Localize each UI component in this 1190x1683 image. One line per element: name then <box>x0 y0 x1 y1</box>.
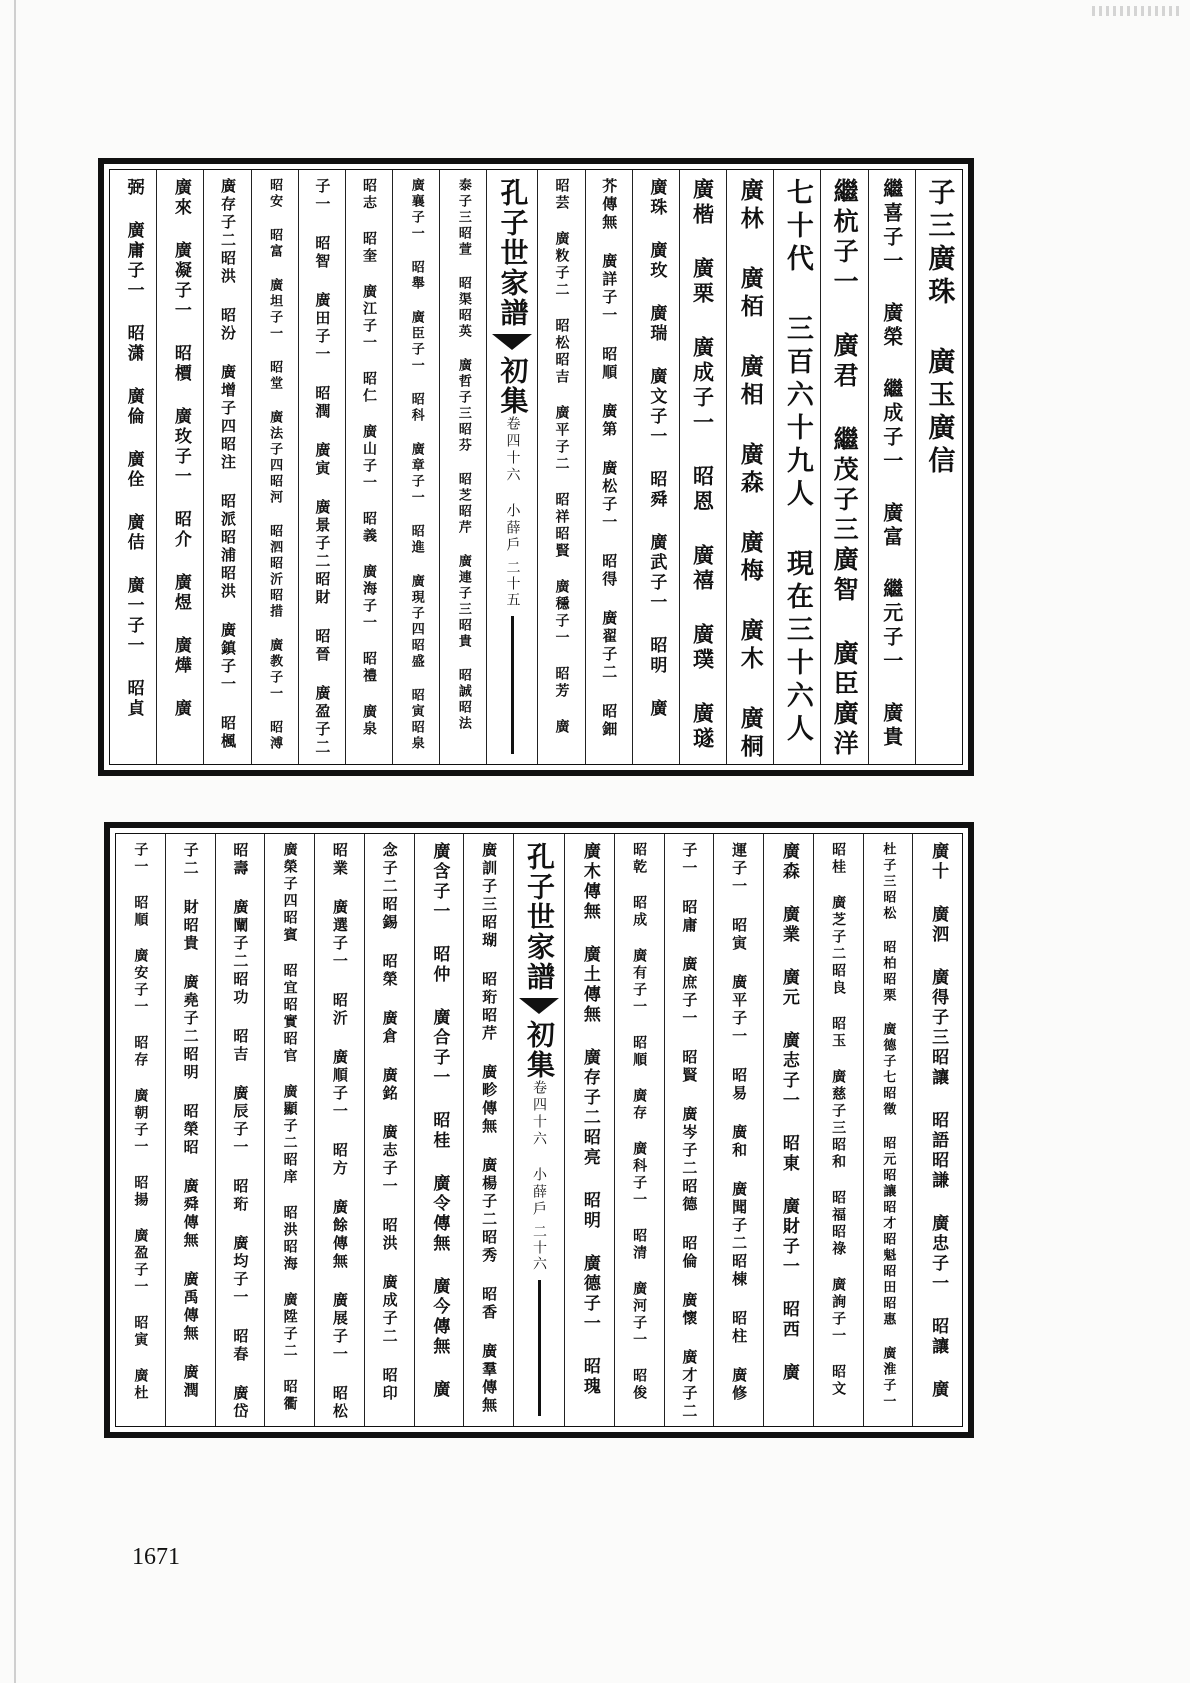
genealogy-column <box>165 834 215 1426</box>
fishtail-mark <box>492 334 532 350</box>
genealogy-column <box>251 170 298 764</box>
collection-label: 初集 <box>496 356 530 416</box>
column-text: 泰子三昭萱 昭渠昭英 廣哲子三昭芬 昭芝昭芹 廣連子三昭貴 昭誠昭法 <box>455 178 471 732</box>
column-text: 廣來 廣凝子一 昭檟 廣玫子一 昭介 廣煜 廣燁 廣 <box>170 178 191 719</box>
column-text: 昭桂 廣芝子二昭良 昭玉 廣慈子三昭和 昭福昭祿 廣詢子一 昭文 <box>830 842 847 1398</box>
header-column <box>486 170 537 764</box>
genealogy-column <box>345 170 392 764</box>
genealogy-column <box>713 834 763 1426</box>
genealogy-column <box>912 834 962 1426</box>
genealogy-column <box>773 170 820 764</box>
collection-label: 初集 <box>523 1020 556 1080</box>
column-text: 子一 昭庸 廣庶子一 昭賢 廣岑子二昭德 昭倫 廣懷 廣才子二 <box>680 842 699 1421</box>
column-text: 廣存子二昭洪 昭汾 廣增子四昭注 昭派昭浦昭洪 廣鎮子一 昭楓 <box>219 178 237 751</box>
column-text: 芥傳無 廣詳子一 昭順 廣第 廣松子一 昭得 廣翟子二 昭鈿 <box>600 178 619 739</box>
column-text: 七十代 三百六十九人 現在三十六人 <box>781 178 813 747</box>
column-text: 繼喜子一 廣榮 繼成子一 廣富 繼元子一 廣貴 <box>879 178 904 750</box>
genealogy-column <box>863 834 913 1426</box>
fishtail-bar <box>511 616 514 754</box>
genealogy-column <box>392 170 439 764</box>
column-text: 弼 廣庸子一 昭潇 廣倫 廣佺 廣佶 廣一子一 昭貞 <box>123 178 144 719</box>
genealogy-column <box>116 834 165 1426</box>
genealogy-column <box>820 170 867 764</box>
genealogy-column <box>537 170 584 764</box>
genealogy-column <box>632 170 679 764</box>
genealogy-column <box>215 834 265 1426</box>
genealogy-column <box>679 170 726 764</box>
column-text: 廣林 廣栢 廣相 廣森 廣梅 廣木 廣桐 <box>736 178 764 762</box>
fishtail-mark <box>519 998 559 1014</box>
top-genealogy-panel <box>98 158 974 776</box>
genealogy-column <box>203 170 250 764</box>
genealogy-column <box>314 834 364 1426</box>
header-column <box>513 834 564 1426</box>
genealogy-column <box>110 170 156 764</box>
volume-label: 卷四十六 小薛戶 <box>531 1080 547 1218</box>
top-panel-columns <box>109 169 963 765</box>
column-text: 昭乾 昭成 廣有子一 昭順 廣存 廣科子一 昭清 廣河子一 昭俊 <box>631 842 648 1402</box>
leaf-number: 二十六 <box>531 1224 547 1272</box>
column-text: 繼杭子一 廣君 繼茂子三廣智 廣臣廣洋 <box>830 178 860 760</box>
genealogy-column <box>564 834 614 1426</box>
column-text: 昭志 昭奎 廣江子一 昭仁 廣山子一 昭義 廣海子一 昭禮 廣泉 <box>361 178 378 738</box>
column-text: 廣襄子一 昭舉 廣臣子一 昭科 廣章子一 昭進 廣現子四昭盛 昭寅昭泉 <box>408 178 424 752</box>
genealogy-column <box>439 170 486 764</box>
column-text: 子一 昭順 廣安子一 昭存 廣朝子一 昭揚 廣盈子一 昭寅 廣杜 <box>132 842 149 1402</box>
page-number: 1671 <box>132 1544 180 1570</box>
column-text: 子二 財昭貴 廣堯子二昭明 昭榮昭 廣舜傳無 廣禹傳無 廣潤 <box>181 842 200 1400</box>
genealogy-column <box>364 834 414 1426</box>
genealogy-column <box>414 834 464 1426</box>
scan-edge-line <box>14 0 16 1683</box>
column-text: 廣木傳無 廣土傳無 廣存子二昭亮 昭明 廣德子一 昭瑰 <box>579 842 600 1397</box>
column-text: 昭芸 廣敉子二 昭松昭吉 廣平子二 昭祥昭賢 廣穩子一 昭芳 廣 <box>553 178 570 736</box>
book-title: 孔子世家譜 <box>496 178 530 328</box>
column-text: 運子一 昭寅 廣平子一 昭易 廣和 廣聞子二昭棟 昭柱 廣修 <box>730 842 749 1403</box>
scan-smudge <box>1092 6 1182 16</box>
column-text: 昭安 昭富 廣坦子一 昭堂 廣法子四昭河 昭泗昭沂昭措 廣教子一 昭溥 <box>267 178 283 752</box>
genealogy-column <box>664 834 714 1426</box>
bottom-genealogy-panel <box>104 822 974 1438</box>
column-text: 廣十 廣泗 廣得子三昭讓 昭語昭謙 廣忠子一 昭讓 廣 <box>928 842 949 1400</box>
genealogy-column <box>298 170 345 764</box>
genealogy-column <box>813 834 863 1426</box>
fishtail-bar <box>538 1280 541 1416</box>
bottom-panel-columns <box>115 833 963 1427</box>
genealogy-column <box>915 170 962 764</box>
genealogy-column <box>463 834 513 1426</box>
column-text: 廣含子一 昭仲 廣合子一 昭桂 廣令傳無 廣今傳無 廣 <box>429 842 450 1400</box>
column-text: 昭業 廣選子一 昭沂 廣順子一 昭方 廣餘傳無 廣展子一 昭松 <box>330 842 349 1421</box>
genealogy-column <box>726 170 773 764</box>
column-text: 昭壽 廣闡子二昭功 昭吉 廣辰子一 昭珩 廣均子一 昭春 廣岱 <box>231 842 250 1421</box>
genealogy-column <box>264 834 314 1426</box>
column-text: 念子二昭錫 昭榮 廣倉 廣銘 廣志子一 昭洪 廣成子二 昭印 <box>380 842 399 1403</box>
column-text: 廣森 廣業 廣元 廣志子一 昭東 廣財子一 昭西 廣 <box>778 842 799 1383</box>
volume-label: 卷四十六 小薛戶 <box>504 416 521 554</box>
genealogy-column <box>156 170 203 764</box>
book-title: 孔子世家譜 <box>523 842 556 992</box>
genealogy-column <box>585 170 632 764</box>
column-text: 廣珠 廣玫 廣瑞 廣文子一 昭舜 廣武子一 昭明 廣 <box>646 178 667 719</box>
column-text: 廣訓子三昭瑚 昭珩昭芹 廣畛傳無 廣楊子二昭秀 昭香 廣羣傳無 <box>480 842 499 1415</box>
column-text: 廣楷 廣栗 廣成子一 昭恩 廣禧 廣璞 廣璲 <box>690 178 716 752</box>
leaf-number: 二十五 <box>504 560 521 608</box>
genealogy-column <box>614 834 664 1426</box>
genealogy-column <box>763 834 813 1426</box>
column-text: 廣榮子四昭賓 昭宜昭實昭官 廣顯子二昭庠 昭洪昭海 廣陞子二 昭衢 <box>281 842 298 1413</box>
genealogy-column <box>868 170 915 764</box>
column-text: 子三廣珠 廣玉廣信 <box>923 178 955 479</box>
column-text: 子一 昭智 廣田子一 昭潤 廣寅 廣景子二昭財 昭晉 廣盈子二 <box>313 178 332 757</box>
column-text: 杜子三昭松 昭柏昭栗 廣德子七昭徵 昭元昭讓昭才昭魁昭田昭惠 廣淮子一 <box>880 842 896 1410</box>
